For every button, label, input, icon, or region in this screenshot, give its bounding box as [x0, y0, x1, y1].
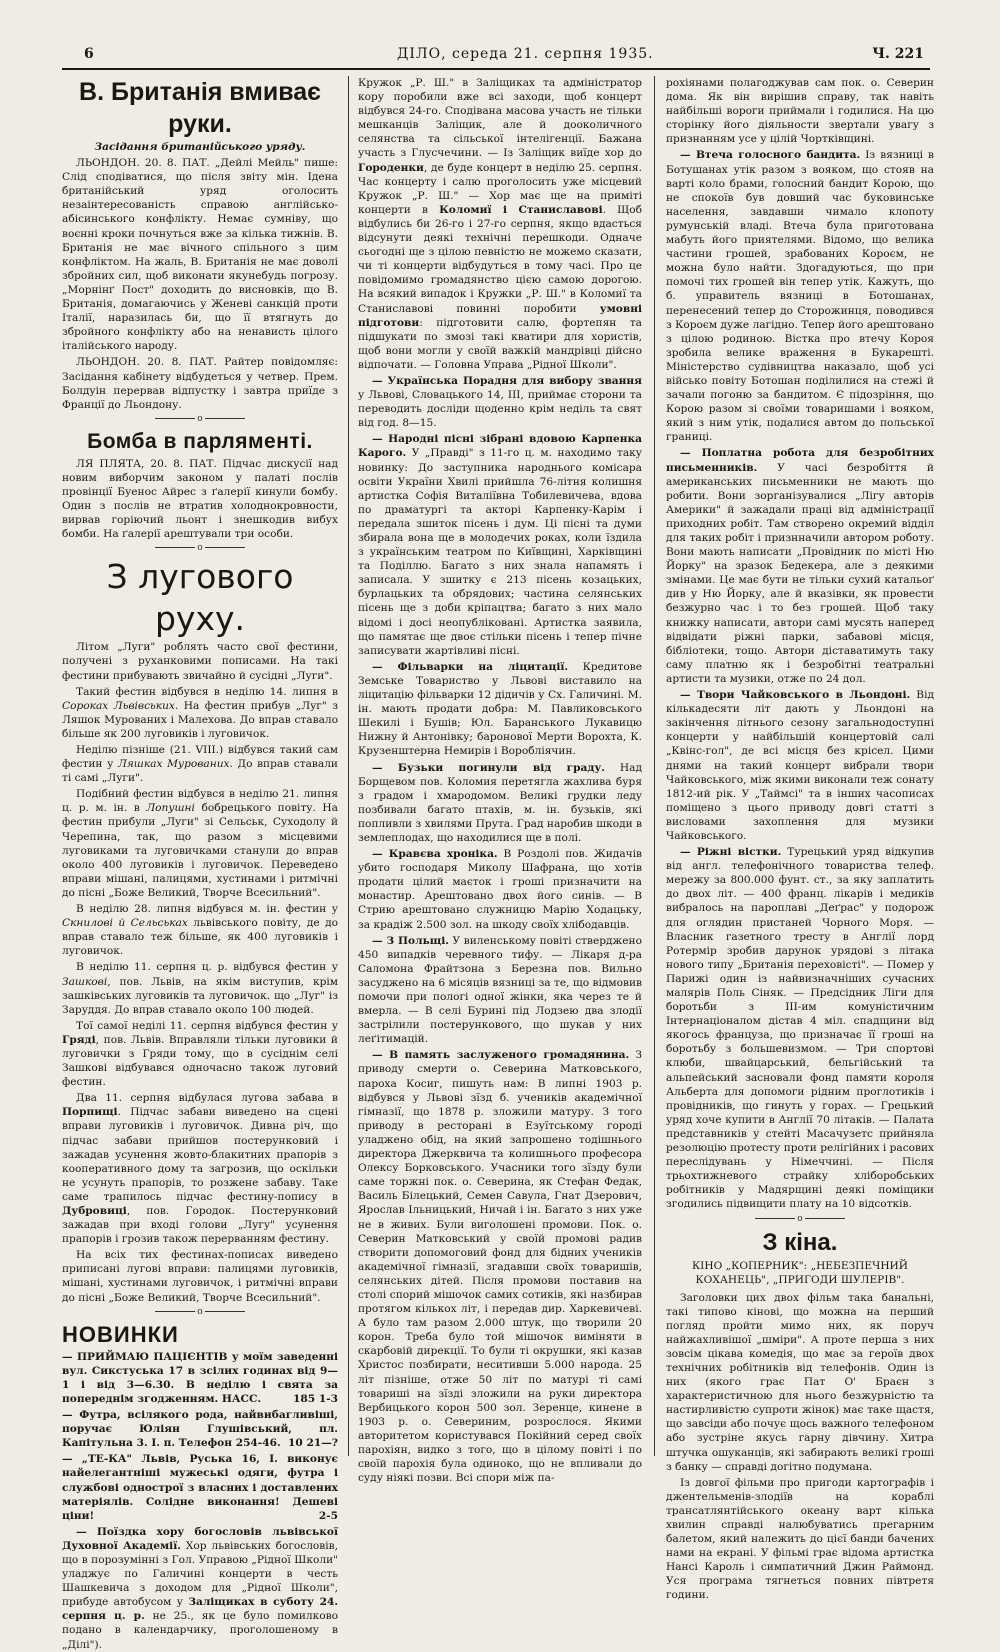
article-paragraph: — Поїздка хору богословів львівської Духовної Академії. Хор львівських богословів, що в порозумінні з Гол. Управою „Рідної Школи" уладжує по Галичині концерти в честь Шашкевича з доходом для „Рідної Школи", прибуде автобусом у Заліщиках в суботу 24. серпня ц. р. не 25., як це було помилково подано в календарчику, проголошеному в „Ділі").	[62, 1525, 339, 1651]
separator: o	[62, 544, 338, 553]
ad-item: — ПРИЙМАЮ ПАЦІЄНТІВ у моїм заведенні вул. Сикстуська 17 в зсілих годинах від 9—1 і від 3—6.30. В неділю і свята за попереднім згодженням. НАСС. 185 1-3	[62, 1350, 338, 1405]
masthead: ДІЛО, середа 21. серпня 1935.	[397, 46, 654, 62]
article-paragraph: Тої самої неділі 11. серпня відбувся фестин у Гряді, пов. Львів. Вправляли тільки луговики й луговички з Гряди тому, що в сусіднім селі Зашкові відбувався одночасно також луговий фестин.	[62, 1019, 338, 1089]
article-paragraph: — Втеча голосного бандита. Із вязниці в Ботушанах утік разом з вояком, що стояв на варті коло брами, голосний бандит Корою, що не спокоїв був довший час буковинське населення, завдавши чимало клопоту румунській владі. Втеча була приготована мабуть його приятелями. Відомо, що велика частини грошей, зрабованих Короєм, не можна було найти. Здогадуються, що при помочі тих грошей він тепер утік. Кажуть, що б. управитель вязниці в Ботошанах, перенесений тепер до Сторожинця, поводився з Короєм дуже лагідно. Тепер його арештовано з цілою родиною. Вістка про втечу Короя зробила велике враження в Букарешті. Міністерство судівництва наказало, щоб усі військо повіту Ботошан поділилися на стежі й зачали погоню за бандитом. Є підозріння, що Корою разом зі своїми товаришами і вояком, який з ним утік, подалися автом до польської границі.	[666, 149, 934, 444]
article-paragraph: — Ріжні вістки. Турецький уряд відкупив від англ. телефонічного товариства телеф. мережу за 800.000 фунт. ст., за яку заплатить до двох літ. — 400 франц. лікарів і медиків вибралось на пароплаві „Деґрас" у подорож для оглядин пристаней Чорного Моря. — Власник газетного тресту в Англії лорд Ротермір зробив дарунок урядові з літака нового типу „Британія переховісті". — Помер у Парижі один із найвизначніших сучасних малярів Поль Сіняк. — Предсідник Ліги для боротьби з ІІІ-им комуністичним Інтернаціоналом дістав 4 міл. спадщини від якогось француза, що призначає її гроші на боротьбу з большевизмом. — Три спортові клюби, швайцарський, бельгійський та альпейський засновали фонд памяти короля Альберта для допомоги рідним проглотиків і провідників, що гинуть у горах. — Грецький уряд хоче купити в Англії 70 літаків. — Палата представників у стейті Масачузетс прийняла резолюцію протесту проти релігійних і расових переслідувань у Німеччині. — Після трьохтижневого страйку хліборобських робітників у Мадярщині деякі поміщики згодились підвищити плату на 10 відсотків.	[666, 846, 934, 1211]
article-paragraph: — В память заслуженого громадянина. З приводу смерти о. Северина Матковського, пароха Косиг, пишуть нам: В липні 1903 р. відбувся у Львові зїзд б. учеників академічної гімназії, що 1878 р. зложили матуру. З того приводу в ресторані в Езуїтському городі уладжено обід, на який запрошено тодішнього директора Джерквича та колишнього професора Олексу Борковського. Учасники того зїзду були саме торжні пок. о. Северина, як Стефан Федак, Василь Білецький, Семен Савула, Гнат Дзерович, Ярослав Ільницький, Ничай і ін. Багато з них уже не в живих. Були виголошені промови. Пок. о. Северин Матковський у своїй промові радив створити допомоговий фонд для бідних учеників академічної гімназії, згадавши своїх товаришів, селянських дітей. Після промови поставив на столі спорий мішочок самих сотиків, які назбирав протягом кількох літ, і передав дир. Харкевичеві. А було там разом 2.000 штук, що творили 20 корон. Треба було той мішочок виміняти в скарбовій дирекції. То були ті окрушки, які казав Христос позбирати, неситивши 5.000 народа. 25 літ пізніше, отже 50 літ по матурі ті самі товариші на зїзді зложили на руки директора Вербицького корон 500 зол. Зеренце, кинене в 1903 р. о. Севериним, розрослося. Якими авторитетом користувався Покійний серед своїх парохіян, видко з того, що в цілому повіті і по своїй парохія була одиноко, що не впливали до суду ніякі позви. Всі спори між па-	[358, 1049, 642, 1485]
article-paragraph: — З Польщі. У виленському повіті стверджено 450 випадків черевного тифу. — Лікаря д-ра Саломона Фрайтзона з Березна пов. Вильно засуджено на 6 місяців вязниці за те, що відмовив помочи при пологі одної жінки, яка через те й вмерла. — В селі Бурині під Лодзею два злодії застрілили постерункового, що шукав у них леґітимацій.	[358, 934, 642, 1046]
headline-news: НОВИНКИ	[62, 1321, 179, 1347]
article-paragraph: — Народні пісні зібрані вдовою Карпенка Карого. У „Правді" з 11-го ц. м. находимо таку новинку: До заступника народнього комісара освіти України Хвилі прийшла 76-літня колишня артистка Софія Виталіївна Тобилевичева, вдова по драматургі та акторі Карпенку-Карім і передала зшиток пісень і дум. Ці пісні та думи збирала вона ще в молодечих роках, коли їздила з українським театром по Київщині, Харківщині та Поділлю. Багато з них знала напамять і записала. У зшитку є 213 пісень козацьких, бурлацьких та обрядових; частина селянських пісень ще з доби кріпацтва; багато з них мало відомі і досі неопубліковані. Артистка заявила, що памятає ще двоє стільки пісень і тепер пічне записувати жартівливі пісні.	[358, 433, 642, 657]
headline-bomb: Бомба в парляменті.	[87, 429, 313, 453]
article-paragraph: Неділю пізніше (21. VIII.) відбувся такий сам фестин у Ляшках Мурованих. До вправ ставали ті самі „Луги".	[62, 744, 338, 785]
headline-lug-movement: З лугового руху.	[106, 557, 294, 639]
article-paragraph: ЛЯ ПЛЯТА, 20. 8. ПАТ. Підчас дискусії над новим виборчим законом у палаті послів провінції Буенос Айрес з ґалерії кинули бомбу. Один з послів не втратив холоднокровности, вирвав горіючий льонт і знешкодив вибух бомби. На ґалерії арештували три особи.	[62, 457, 338, 541]
headline-cinema: З кіна.	[762, 1228, 838, 1256]
page-number: 6	[84, 46, 94, 62]
ad-item: — „ТЕ-КА" Львів, Руська 16, І. виконує найелегантніші мужеські одяги, футра і службові однострої з власних і доставлених матеріялів. Солідне виконання! Дешеві ціни! 2-5	[62, 1453, 338, 1522]
separator: o	[62, 1308, 338, 1317]
article-paragraph: — Українська Порадня для вибору звання у Львові, Словацького 14, ІІІ, приймає сторони та переводить досліди щоденно крім неділь та свят від год. 8—15.	[358, 374, 642, 430]
column-rule	[654, 76, 655, 1456]
article-paragraph: ЛЬОНДОН. 20. 8. ПАТ. „Дейлі Мейль" пише: Слід сподіватися, що після звіту мін. Ідена британійський уряд оголосить незаінтересованість справою англійсько-абісинського конфлікту. Немає сумніву, що воєнні кроки почнуться вже за кілька тижнів. В. Британія не має вічного спільного з цим конфліктом. На жаль, В. Британія не має доволі збройних сил, щоб виконати якунебудь погрозу. „Морнінґ Пост" доходить до висновків, що В. Британія, домагаючись у Женеві санкцій проти Італії, наразилась би, що її втягнуть до збройного конфлікту або на ненависть цілого італійського народу.	[62, 157, 338, 353]
column-2	[358, 76, 642, 1485]
article-paragraph: — Поплатна робота для безробітних письменників. У часі безробіття й американських письменники не мають що робити. Вони зорганізувалися „Лігу авторів Америки" й зажадали праці від адміністрації приходних робіт. Там створено окремий відділ для таких робіт і признначили автором роботу. Вони мають написати „Провідник по місті Ню Йорку" на зразок Бедекера, але з деякими змінами. Це має бути не тільки сухий катальоґ див у Ню Йорку, але й вказівки, як провести безжурно час і то без грошей. Щоб таку книжку написати, автори самі мусять наперед відвідати ріжні парки, забавові місця, бібліотеки, тощо. Автори діставатимуть таку саму платню як і безробітні театральні артисти та музики, отже по 24 дол.	[666, 447, 934, 685]
article-paragraph: — Кравєва хроніка. В Роздолі пов. Жидачів убито господаря Миколу Шафрана, що хотів продати цілий маєток і гроші призначити на монастир. Арештовано двох його синів. — В Стрию арештовано служницю Марію Ходацьку, за крадіж 2.500 зол. на шкоду своїх хлібодавців.	[358, 848, 642, 931]
article-paragraph: Два 11. серпня відбулася лугова забава в Порпищі. Підчас забави виведено на сцені вправи луговиків і луговичок. Дивна річ, що підчас забави прийшов постерунковий і зажадав усунення жовто-блакитних прапорів з кооперативного дому та загрозив, що оскільки не усунуть прапорів, то розжене забаву. Таке саме трапилось підчас фестину-попису в Дубровиці, пов. Городок. Постерунковий зажадав при вході голови „Лугу" усунення прапорів і грозив також перерванням фестину.	[62, 1092, 338, 1246]
article-paragraph: Із довгої фільми про пригоди картографів і джентельменів-злодіїв на кораблі трансатлянтійського океану варт кілька хвилин справді налюбуватись прегарним балетом, який належить до цієї банди бачених нами на екрані. У фільмі грає відома артистка Нансі Кароль і симпатичний Джин Раймонд. Уся програма тягнеться повних півтретя години.	[666, 1476, 934, 1602]
article-paragraph: ЛЬОНДОН. 20. 8. ПАТ. Райтер повідомляє: Засідання кабінету відбудеться у четвер. Прем. Болдуін перервав відпустку і завтра приїде з Франції до Льондону.	[62, 356, 338, 411]
article-paragraph: рохіянами полагоджував сам пок. о. Северин дома. Як він вирішив справу, так навіть найбільші вороги приймали і годилися. На цю сторінку його діяльности звертали увагу з признанням усе у цілій Чортківщині.	[666, 77, 934, 146]
article-paragraph: Літом „Луги" роблять часто свої фестини, получені з руханковими пописами. На такі фестини прибувають звичайно й сусідні „Луги".	[62, 641, 338, 682]
article-paragraph: Такий фестин відбувся в неділю 14. липня в Сороках Львівських. На фестин прибув „Луг" з Ляшок Мурованих і Малехова. До вправ ставало більше як 200 луговиків і луговичок.	[62, 685, 338, 740]
article-paragraph: Кружок „Р. Ш." в Заліщиках та адміністратор кору поробили вже всі заходи, щоб концерт відбувся 24-го. Сподівана масова участь не тільки мешканців Заліщик, але й дооколичного селянства та сільської інтелігенції. Бажана участь з Глусчечини. — Із Заліщик виїде хор до Городенки, де буде концерт в неділю 25. серпня. Час концерту і салю проголосить уже місцевий Кружок „Р. Ш." — Хор має ще на приміті концерти в Коломиї і Станиславові. Щоб відбулись би 26-го і 27-го серпня, якщо вдасться відсунути деякі технічні перешкоди. Одначе сьогодні ще з цілою певністю не можемо сказати, чи ті концерти відбудуться в тому часі. Про це повідомимо громадянство цією самою дорогою. На всякий випадок і Кружки „Р. Ш." в Коломиї та Станиславові повинні поробити умовні підготови: підготовити салю, фортепян та підшукати по змозі такі кватири для хористів, щоб вони могли у своїй важкій мандрівці дійсно відпочати. — Головна Управа „Рідної Школи".	[358, 77, 642, 371]
subheadline-britain: Засідання британійського уряду.	[94, 141, 306, 153]
article-paragraph: Заголовки цих двох фільм така банальні, такі типово кінові, що можна на перший погляд пройти мимо них, як поруч найжахливішої „шміри". А проте перша з них зовсім цікава комедія, що має за героїв двох технічних робітників від телефонів. Один із них (якого грає Пат О' Браєн з характеристичною для нього безжурністю та настирливістю супроти жінок) має таке щастя, що завсіди або почує щось важного телефоном або зустріне якусь гарну дівчину. Хитра штучка ошуканців, які забирають великі гроші з банку — справді догітно подумана.	[666, 1291, 934, 1473]
article-paragraph: — Фільварки на ліцитації. Кредитове Земське Товариство у Львові виставило на ліцитацію фільварки 12 дідичів у Сх. Галичині. М. ін. мають продати добра: М. Павликовського Шекилі і Бушів; Юл. Баранського Лукавицю Нижну й Антонівку; баронової Мерти Ворохта, К. Крузенштерна Немирів і Воробліячин.	[358, 660, 642, 758]
ad-item: — Футра, всілякого рода, найвибагливіші, поручає Юліян Глушівський, пл. Капітульна 3. І. п. Телефон 254-46. 10 21—?	[62, 1409, 338, 1450]
column-1	[62, 76, 339, 1651]
headline-britain: В. Британія вмиває руки.	[79, 78, 321, 138]
article-paragraph: В неділю 28. липня відбувся м. ін. фестин у Скнилові й Сельськах львівського повіту, де до вправ ставало теж більше, як 400 луговиків і луговичок.	[62, 903, 338, 958]
subheadline-cinema: КІНО „КОПЕРНИК": „НЕБЕЗПЕЧНИЙ КОХАНЕЦЬ", „ПРИГОДИ ШУЛЕРІВ".	[691, 1259, 909, 1286]
issue-number: Ч. 221	[872, 46, 924, 62]
article-paragraph: — Твори Чайковського в Льондоні. Від кількадесяти літ дають у Льондоні на закінчення літнього сезону загальнодоступні концерти у найбільшій концертовій салі „Квінс-гол", де всі місця без крісел. Цими днями на такий концерт вибрали твори Чайковського, між якими виконали теж сонату 1812-ий рік. У „Таймсі" та в інших часописах поміщено з цього приводу довгі статті з висловами захоплення для музики Чайковського.	[666, 689, 934, 842]
separator: o	[62, 415, 338, 424]
column-rule	[348, 76, 349, 1456]
page-header	[62, 42, 930, 70]
article-paragraph: На всіх тих фестинах-попиcах виведено приписані лугові вправи: палицями луговиків, мішані, хустинами луговичок, і ритмічні вправи до пісні „Боже Великий, Творче Всесильний".	[62, 1249, 338, 1304]
column-3	[666, 76, 934, 1602]
article-paragraph: — Бузьки погинули від граду. Над Борщевом пов. Коломия перетягла жахлива буря з градом і хмародомом. Великі грудки леду позбивали багато птахів, м. ін. бузьків, які попливли з хвилями Прута. Град наробив шкоди в землеплодах, що находилися ще в полі.	[358, 761, 642, 844]
article-paragraph: Подібний фестин відбувся в неділю 21. липня ц. р. м. ін. в Лопушні бобрецького повіту. На фестин прибули „Луги" зі Сельськ, Суходолу й Черепина, так, що разом з місцевими луговиками та луговичками станули до вправ около 400 луговиків і луговичок. Переведено вправи мішані, палицями, хустинами і ритмічні до пісні „Боже Великий, Творче Всесильний".	[62, 788, 338, 899]
separator: o	[666, 1215, 934, 1224]
article-paragraph: В неділю 11. серпня ц. р. відбувся фестин у Зашкові, пов. Львів, на якім виступив, крім зашківських луговиків та луговичок. що „Луг" із Заруддя. До вправ ставало около 100 людей.	[62, 961, 338, 1016]
